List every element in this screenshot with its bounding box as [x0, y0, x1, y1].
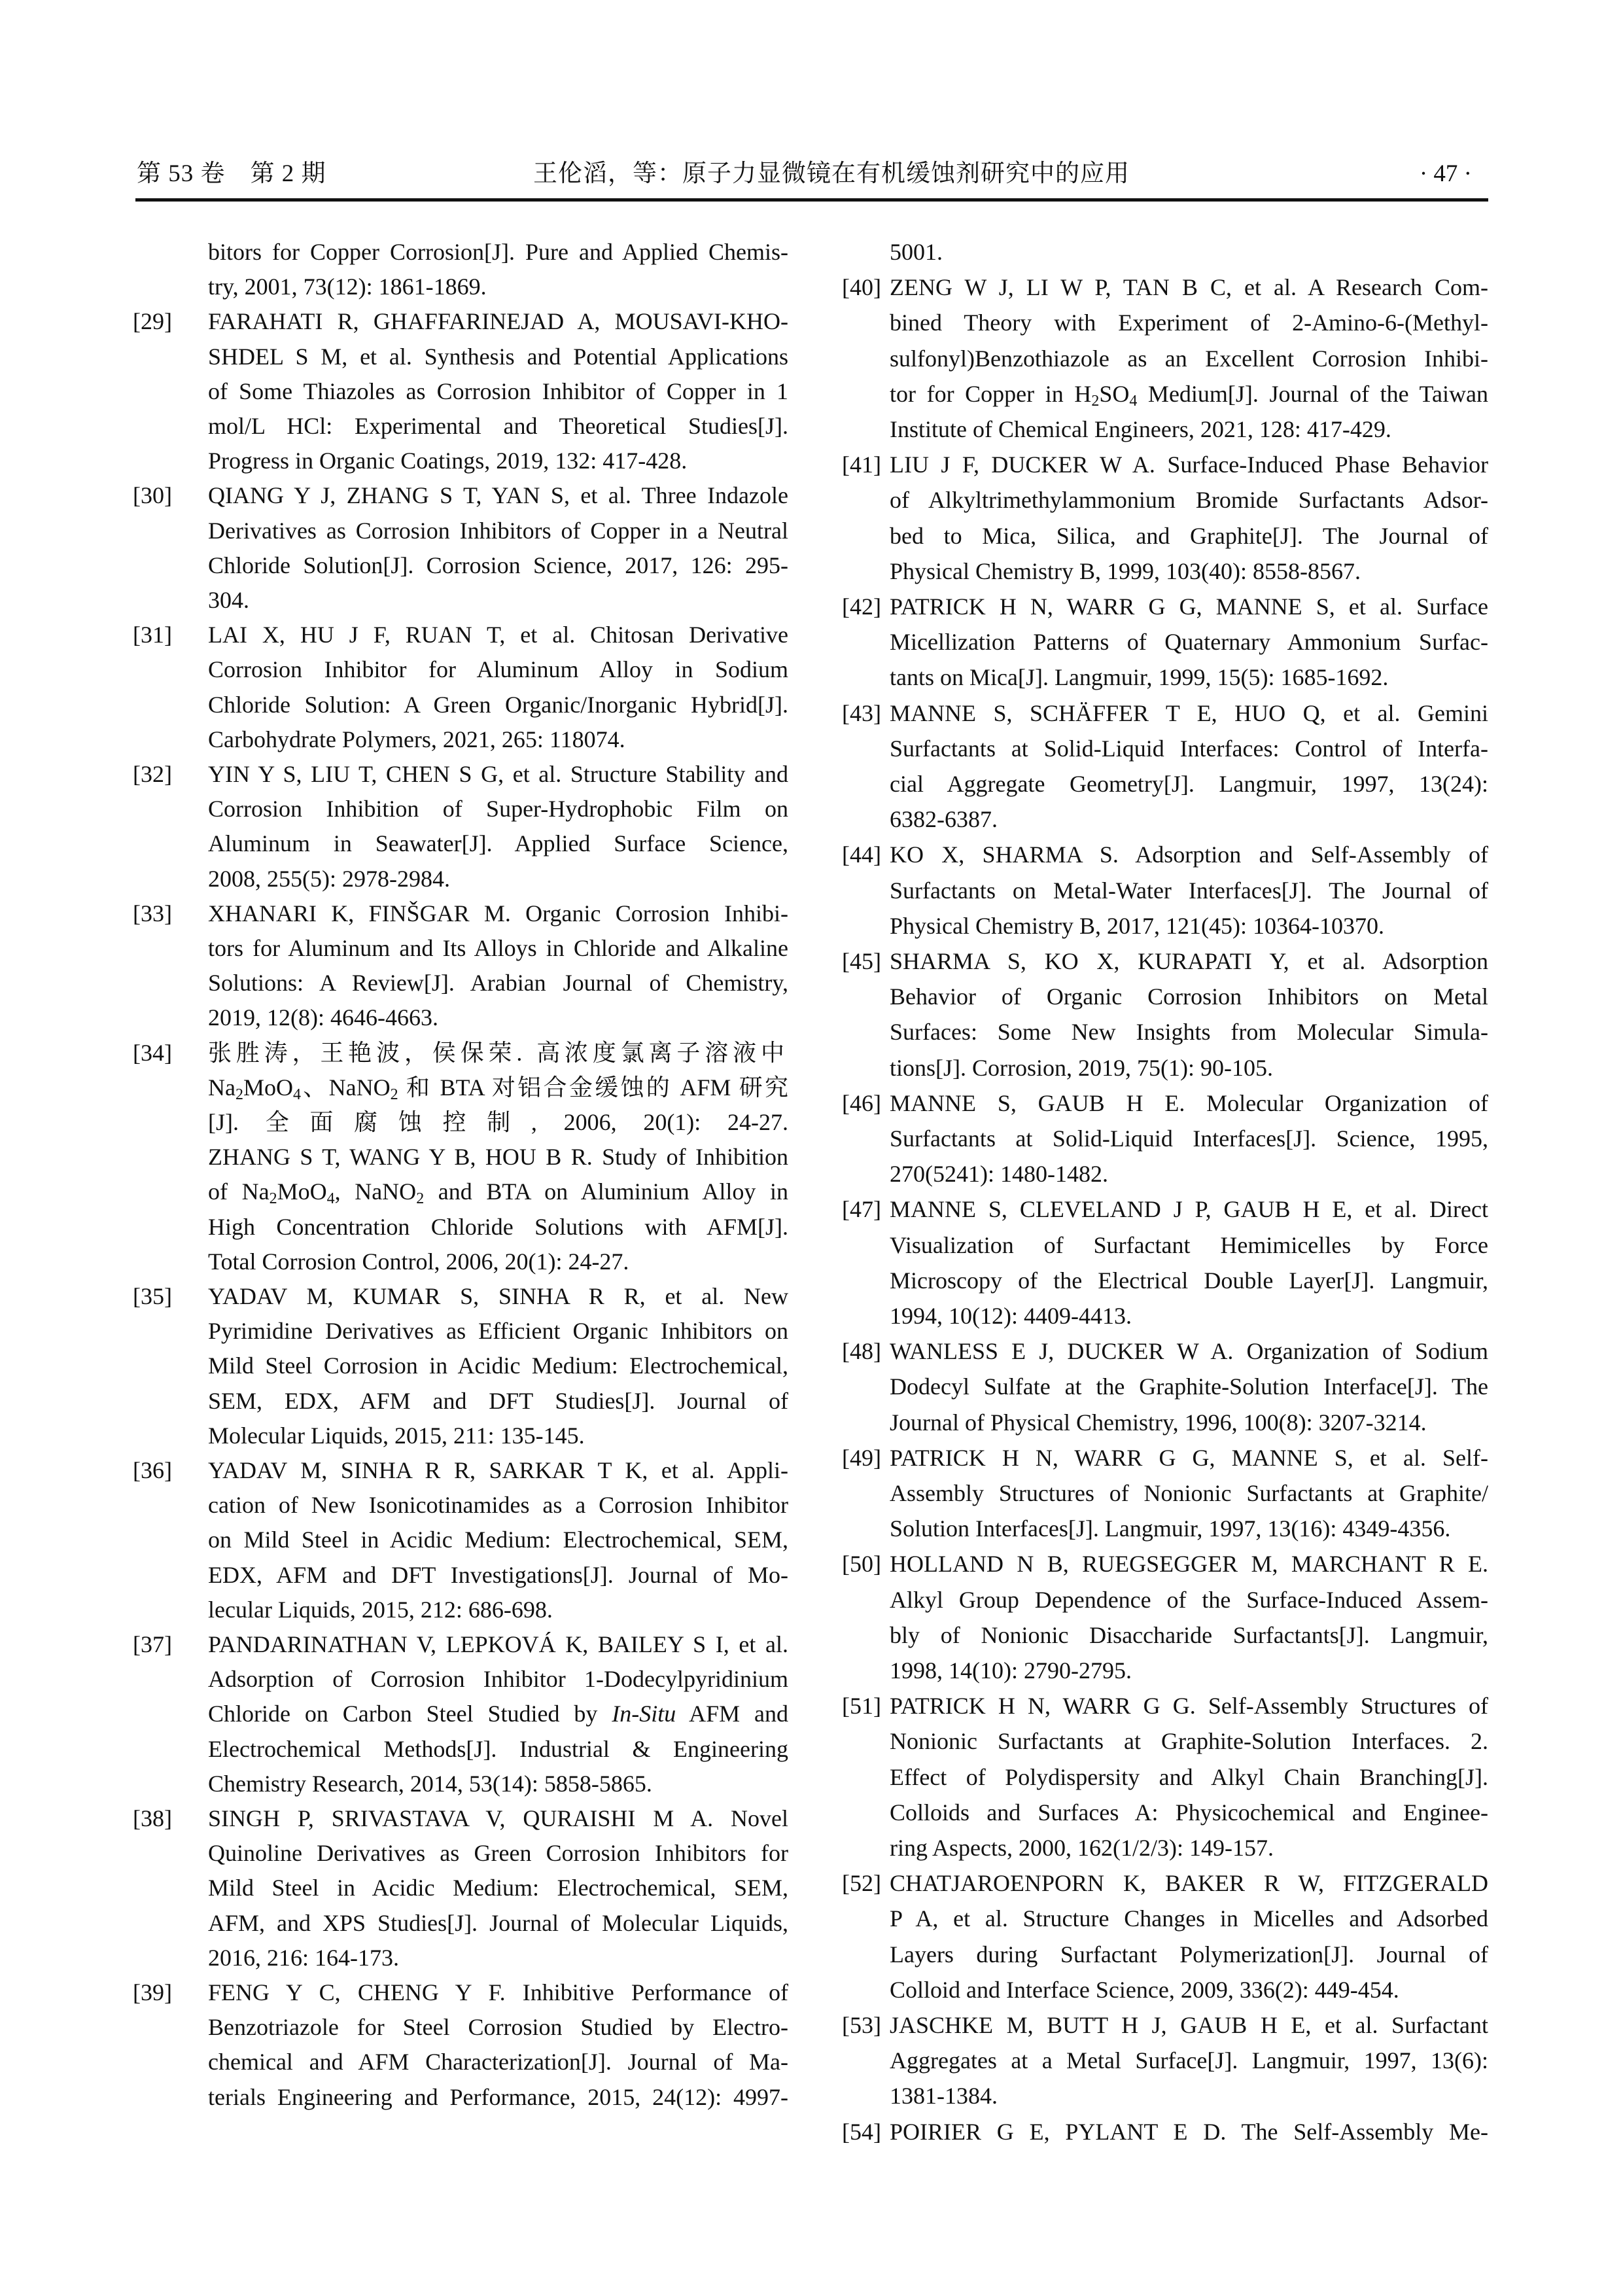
reference-text: tors for Aluminum and Its Alloys in Chloride and Alkaline — [208, 935, 788, 961]
reference-text: Electrochemical Methods[J]. Industrial & Engineering — [208, 1735, 788, 1762]
running-header — [135, 154, 1488, 194]
reference-text: ring Aspects, 2000, 162(1/2/3): 149-157. — [890, 1835, 1274, 1861]
reference-text: FARAHATI R, GHAFFARINEJAD A, MOUSAVI-KHO- — [208, 308, 788, 335]
reference-line — [133, 1384, 788, 1419]
reference-text: Journal of Physical Chemistry, 1996, 100(8): 3207-3214. — [890, 1409, 1427, 1436]
reference-line — [133, 1174, 788, 1209]
reference-number: [31] — [133, 622, 172, 648]
reference-text: ZENG W J, LI W P, TAN B C, et al. A Research Com- — [890, 274, 1488, 301]
reference-text: Chemistry Research, 2014, 53(14): 5858-5865. — [208, 1770, 652, 1797]
reference-text: POIRIER G E, PYLANT E D. The Self-Assembly Me- — [890, 2118, 1488, 2145]
reference-line — [133, 1697, 788, 1731]
reference-line — [842, 1015, 1488, 1050]
reference-line — [133, 409, 788, 444]
reference-text: QIANG Y J, ZHANG S T, YAN S, et al. Three Indazole — [208, 482, 788, 509]
reference-line — [133, 1906, 788, 1941]
reference-text: YIN Y S, LIU T, CHEN S G, et al. Structure Stability and — [208, 761, 788, 787]
reference-line — [133, 1314, 788, 1349]
reference-line — [133, 1941, 788, 1975]
reference-line — [842, 767, 1488, 802]
reference-line — [842, 838, 1488, 872]
reference-line — [842, 2043, 1488, 2078]
reference-text: of $Na_2MoO_4$, NaNO$_2$ and BTA on Aluminium Alloy in — [208, 1178, 788, 1208]
reference-line — [842, 1299, 1488, 1333]
reference-line — [133, 722, 788, 757]
reference-text: Progress in Organic Coatings, 2019, 132: 417-428. — [208, 448, 688, 474]
reference-number: [36] — [133, 1457, 172, 1483]
reference-text: MANNE S, SCHÄFFER T E, HUO Q, et al. Gemini — [890, 699, 1488, 726]
reference-line — [133, 652, 788, 687]
reference-line — [133, 1000, 788, 1035]
reference-line — [842, 1866, 1488, 1901]
reference-line — [842, 1724, 1488, 1759]
reference-line — [133, 1453, 788, 1488]
reference-text: cial Aggregate Geometry[J]. Langmuir, 1997, 13(24): — [890, 771, 1488, 797]
reference-text: of Some Thiazoles as Corrosion Inhibitor of Copper in 1 — [208, 378, 788, 404]
reference-text: WANLESS E J, DUCKER W A. Organization of Sodium — [890, 1338, 1488, 1365]
reference-text: SEM, EDX, AFM and DFT Studies[J]. Journal of — [208, 1387, 788, 1414]
reference-line — [133, 235, 788, 270]
page-number: · 47 · — [1419, 160, 1472, 187]
reference-line — [133, 826, 788, 861]
reference-text: Alkyl Group Dependence of the Surface-Induced Assem- — [890, 1586, 1488, 1613]
reference-text: CHATJAROENPORN K, BAKER R W, FITZGERALD — [890, 1870, 1488, 1897]
reference-text: SHARMA S, KO X, KURAPATI Y, et al. Adsorption — [890, 948, 1488, 974]
reference-line — [133, 2045, 788, 2079]
reference-text: [J]. 全面腐蚀控制, 2006, 20(1): 24-27. — [208, 1109, 788, 1135]
reference-number: [39] — [133, 1979, 172, 2005]
reference-line — [133, 1836, 788, 1871]
reference-text: Micellization Patterns of Quaternary Ammonium Surfac- — [890, 629, 1488, 656]
reference-line — [133, 1801, 788, 1836]
reference-text: bitors for Copper Corrosion[J]. Pure and Applied Chemis- — [208, 239, 788, 265]
reference-text: Microscopy of the Electrical Double Layer[J]. Langmuir, — [890, 1267, 1488, 1294]
reference-number: [51] — [842, 1693, 881, 1720]
reference-line — [133, 583, 788, 618]
reference-text: 304. — [208, 587, 249, 613]
reference-text: on Mild Steel in Acidic Medium: Electrochemical, SEM, — [208, 1527, 788, 1553]
reference-text: FENG Y C, CHENG Y F. Inhibitive Performance of — [208, 1979, 788, 2005]
reference-line — [842, 448, 1488, 482]
reference-line — [133, 1523, 788, 1557]
reference-line — [133, 1419, 788, 1453]
reference-line — [133, 1558, 788, 1593]
reference-text: AFM, and XPS Studies[J]. Journal of Molecular Liquids, — [208, 1909, 788, 1936]
reference-line — [842, 2008, 1488, 2043]
reference-text: 2019, 12(8): 4646-4663. — [208, 1004, 438, 1031]
reference-line — [133, 548, 788, 583]
reference-number: [40] — [842, 274, 881, 301]
reference-line — [842, 483, 1488, 518]
reference-text: 张胜涛，王艳波，侯保荣. 高浓度氯离子溶液中 — [208, 1039, 788, 1066]
reference-number: [44] — [842, 841, 881, 868]
reference-line — [842, 1937, 1488, 1972]
reference-line — [133, 618, 788, 652]
reference-text: XHANARI K, FINŠGAR M. Organic Corrosion Inhibi- — [208, 900, 788, 927]
reference-line — [842, 1547, 1488, 1581]
reference-text: Solution Interfaces[J]. Langmuir, 1997, 13(16): 4349-4356. — [890, 1515, 1451, 1542]
reference-line — [133, 1662, 788, 1697]
reference-line — [842, 1369, 1488, 1404]
reference-text: HOLLAND N B, RUEGSEGGER M, MARCHANT R E. — [890, 1551, 1488, 1578]
reference-line — [842, 2115, 1488, 2149]
reference-line — [842, 696, 1488, 731]
reference-line — [133, 931, 788, 966]
reference-line — [842, 1441, 1488, 1475]
reference-text: PATRICK H N, WARR G G. Self-Assembly Structures of — [890, 1693, 1488, 1720]
reference-text: Surfactants at Solid-Liquid Interfaces[J]. Science, 1995, — [890, 1125, 1488, 1152]
reference-line — [842, 1192, 1488, 1227]
reference-number: [54] — [842, 2118, 881, 2145]
reference-number: [32] — [133, 761, 172, 787]
reference-text: tions[J]. Corrosion, 2019, 75(1): 90-105. — [890, 1054, 1273, 1081]
reference-number: [37] — [133, 1631, 172, 1657]
reference-text: 1998, 14(10): 2790-2795. — [890, 1657, 1132, 1684]
reference-text: Aluminum in Seawater[J]. Applied Surface Science, — [208, 830, 788, 857]
reference-line — [842, 306, 1488, 340]
reference-line — [133, 2080, 788, 2115]
reference-text: tants on Mica[J]. Langmuir, 1999, 15(5): 1685-1692. — [890, 664, 1389, 691]
reference-number: [45] — [842, 948, 881, 974]
reference-line — [842, 1618, 1488, 1653]
reference-text: LIU J F, DUCKER W A. Surface-Induced Phase Behavior — [890, 451, 1488, 478]
reference-text: YADAV M, SINHA R R, SARKAR T K, et al. Appli- — [208, 1457, 788, 1483]
reference-line — [133, 1245, 788, 1279]
reference-number: [41] — [842, 451, 881, 478]
reference-text: Assembly Structures of Nonionic Surfactants at Graphite/ — [890, 1480, 1488, 1506]
reference-line — [842, 1228, 1488, 1263]
reference-text: Layers during Surfactant Polymerization[J]. Journal of — [890, 1941, 1488, 1968]
reference-number: [48] — [842, 1338, 881, 1365]
header-divider — [135, 198, 1488, 202]
reference-line — [133, 1975, 788, 2010]
reference-line — [842, 1760, 1488, 1795]
reference-text: SHDEL S M, et al. Synthesis and Potential Applications — [208, 343, 788, 370]
reference-line — [133, 340, 788, 374]
reference-text: Solutions: A Review[J]. Arabian Journal of Chemistry, — [208, 970, 788, 997]
reference-text: 6382-6387. — [890, 806, 998, 833]
reference-text: MANNE S, GAUB H E. Molecular Organization of — [890, 1089, 1488, 1116]
reference-text: terials Engineering and Performance, 2015, 24(12): 4997- — [208, 2083, 788, 2110]
reference-text: Aggregates at a Metal Surface[J]. Langmuir, 1997, 13(6): — [890, 2047, 1488, 2074]
reference-text: 2016, 216: 164-173. — [208, 1944, 399, 1971]
reference-text: MANNE S, CLEVELAND J P, GAUB H E, et al. Direct — [890, 1196, 1488, 1223]
reference-text: Behavior of Organic Corrosion Inhibitors on Metal — [890, 983, 1488, 1010]
reference-text: tor for Copper in $H_2SO_4$ Medium[J]. Journal of the Taiwan — [890, 380, 1488, 410]
reference-text: Total Corrosion Control, 2006, 20(1): 24-27. — [208, 1248, 629, 1275]
reference-number: [29] — [133, 308, 172, 335]
reference-line — [842, 732, 1488, 766]
reference-line — [133, 896, 788, 931]
reference-text: Dodecyl Sulfate at the Graphite-Solution Interface[J]. The — [890, 1373, 1488, 1400]
reference-text: Mild Steel in Acidic Medium: Electrochemical, SEM, — [208, 1875, 788, 1901]
reference-text: lecular Liquids, 2015, 212: 686-698. — [208, 1596, 553, 1623]
reference-line — [842, 1263, 1488, 1298]
reference-line — [842, 1051, 1488, 1086]
reference-line — [842, 1795, 1488, 1830]
reference-line — [133, 270, 788, 304]
reference-line — [133, 1140, 788, 1174]
reference-line — [842, 1334, 1488, 1369]
reference-line — [842, 554, 1488, 589]
reference-line — [842, 590, 1488, 624]
reference-line — [133, 1488, 788, 1523]
reference-text: KO X, SHARMA S. Adsorption and Self-Assembly of — [890, 841, 1488, 868]
reference-text: mol/L HCl: Experimental and Theoretical Studies[J]. — [208, 413, 788, 439]
reference-number: [33] — [133, 900, 172, 927]
reference-text: PATRICK H N, WARR G G, MANNE S, et al. Surface — [890, 593, 1488, 620]
reference-text: bined Theory with Experiment of 2-Amino-6-(Methyl- — [890, 309, 1488, 336]
reference-line — [842, 802, 1488, 837]
reference-line — [133, 514, 788, 548]
reference-text: bly of Nonionic Disaccharide Surfactants[J]. Langmuir, — [890, 1621, 1488, 1648]
reference-line — [842, 1086, 1488, 1121]
reference-text: Colloids and Surfaces A: Physicochemical and Enginee- — [890, 1799, 1488, 1826]
reference-text: 1381-1384. — [890, 2083, 998, 2110]
reference-line — [133, 862, 788, 896]
reference-text: YADAV M, KUMAR S, SINHA R R, et al. New — [208, 1283, 788, 1309]
reference-line — [842, 1973, 1488, 2007]
reference-line — [842, 342, 1488, 376]
reference-text: Effect of Polydispersity and Alkyl Chain Branching[J]. — [890, 1763, 1488, 1790]
reference-text: Pyrimidine Derivatives as Efficient Organic Inhibitors on — [208, 1318, 788, 1345]
reference-text: Physical Chemistry B, 2017, 121(45): 10364-10370. — [890, 912, 1384, 939]
reference-line — [842, 874, 1488, 908]
reference-line — [133, 1593, 788, 1627]
reference-line — [842, 235, 1488, 270]
reference-line — [133, 478, 788, 513]
reference-line — [842, 944, 1488, 979]
reference-line — [842, 625, 1488, 660]
reference-line — [133, 1349, 788, 1383]
reference-line — [842, 1476, 1488, 1511]
reference-line — [133, 1279, 788, 1314]
reference-line — [842, 412, 1488, 447]
reference-line — [842, 1901, 1488, 1936]
reference-line — [842, 1653, 1488, 1688]
reference-line — [133, 374, 788, 409]
reference-text: sulfonyl)Benzothiazole as an Excellent Corrosion Inhibi- — [890, 345, 1488, 372]
reference-text: Colloid and Interface Science, 2009, 336(2): 449-454. — [890, 1976, 1399, 2003]
reference-line — [133, 1036, 788, 1070]
reference-number: [43] — [842, 699, 881, 726]
reference-text: bed to Mica, Silica, and Graphite[J]. The Journal of — [890, 522, 1488, 549]
reference-line — [133, 792, 788, 826]
reference-number: [42] — [842, 593, 881, 620]
reference-line — [842, 270, 1488, 305]
reference-text: of Alkyltrimethylammonium Bromide Surfactants Adsor- — [890, 487, 1488, 514]
reference-text: Visualization of Surfactant Hemimicelles by Force — [890, 1231, 1488, 1258]
reference-line — [133, 1732, 788, 1767]
reference-text: Nonionic Surfactants at Graphite-Solution Interfaces. 2. — [890, 1728, 1488, 1755]
reference-text: PANDARINATHAN V, LEPKOVÁ K, BAILEY S I, et al. — [208, 1631, 788, 1657]
reference-text: PATRICK H N, WARR G G, MANNE S, et al. Self- — [890, 1444, 1488, 1471]
reference-text: EDX, AFM and DFT Investigations[J]. Journal of Mo- — [208, 1561, 788, 1588]
reference-line — [133, 757, 788, 792]
reference-line — [133, 1105, 788, 1140]
reference-text: Molecular Liquids, 2015, 211: 135-145. — [208, 1422, 585, 1449]
reference-number: [49] — [842, 1444, 881, 1471]
reference-text: cation of New Isonicotinamides as a Corrosion Inhibitor — [208, 1492, 788, 1519]
reference-line — [842, 519, 1488, 554]
reference-number: [53] — [842, 2012, 881, 2038]
reference-line — [842, 377, 1488, 412]
reference-text: $Na_2MoO_4$、NaNO$_2$ 和 BTA 对铝合金缓蚀的 AFM 研究 — [208, 1074, 788, 1103]
reference-number: [47] — [842, 1196, 881, 1223]
reference-text: Benzotriazole for Steel Corrosion Studied by Electro- — [208, 2014, 788, 2041]
reference-text: 2008, 255(5): 2978-2984. — [208, 865, 450, 892]
reference-text: Adsorption of Corrosion Inhibitor 1-Dodecylpyridinium — [208, 1666, 788, 1693]
reference-text: LAI X, HU J F, RUAN T, et al. Chitosan Derivative — [208, 622, 788, 648]
reference-number: [34] — [133, 1039, 172, 1066]
reference-line — [842, 660, 1488, 695]
reference-number: [38] — [133, 1805, 172, 1831]
reference-line — [842, 980, 1488, 1014]
reference-text: Chloride on Carbon Steel Studied by In-Situ AFM and — [208, 1701, 788, 1727]
reference-line — [842, 909, 1488, 944]
reference-line — [133, 1070, 788, 1105]
reference-number: [50] — [842, 1551, 881, 1578]
reference-text: Surfactants on Metal-Water Interfaces[J]. The Journal of — [890, 877, 1488, 904]
reference-text: try, 2001, 73(12): 1861-1869. — [208, 274, 487, 300]
reference-text: 270(5241): 1480-1482. — [890, 1161, 1108, 1188]
reference-line — [133, 1627, 788, 1662]
reference-text: 5001. — [890, 239, 943, 265]
reference-text: Carbohydrate Polymers, 2021, 265: 118074. — [208, 726, 625, 752]
reference-text: Quinoline Derivatives as Green Corrosion Inhibitors for — [208, 1840, 788, 1867]
reference-text: ZHANG S T, WANG Y B, HOU B R. Study of Inhibition — [208, 1144, 788, 1171]
reference-text: Chloride Solution[J]. Corrosion Science, 2017, 126: 295- — [208, 552, 788, 578]
reference-text: Institute of Chemical Engineers, 2021, 128: 417-429. — [890, 416, 1391, 442]
reference-line — [133, 2010, 788, 2045]
reference-text: SINGH P, SRIVASTAVA V, QURAISHI M A. Novel — [208, 1805, 788, 1831]
reference-line — [842, 1157, 1488, 1192]
reference-text: Physical Chemistry B, 1999, 103(40): 8558-8567. — [890, 557, 1361, 584]
reference-text: Surfactants at Solid-Liquid Interfaces: Control of Interfa- — [890, 735, 1488, 762]
reference-line — [133, 1767, 788, 1801]
reference-text: Mild Steel Corrosion in Acidic Medium: Electrochemical, — [208, 1352, 788, 1379]
reference-line — [842, 1122, 1488, 1156]
reference-text: P A, et al. Structure Changes in Micelles and Adsorbed — [890, 1905, 1488, 1932]
reference-line — [842, 2079, 1488, 2113]
reference-text: Derivatives as Corrosion Inhibitors of Copper in a Neutral — [208, 517, 788, 544]
reference-line — [133, 1871, 788, 1905]
reference-line — [842, 1689, 1488, 1723]
reference-text: Corrosion Inhibition of Super-Hydrophobic Film on — [208, 796, 788, 822]
reference-text: Corrosion Inhibitor for Aluminum Alloy in Sodium — [208, 656, 788, 683]
reference-line — [842, 1511, 1488, 1546]
reference-number: [30] — [133, 482, 172, 509]
reference-text: Surfaces: Some New Insights from Molecular Simula- — [890, 1019, 1488, 1046]
reference-number: [46] — [842, 1089, 881, 1116]
reference-number: [52] — [842, 1870, 881, 1897]
reference-line — [133, 688, 788, 722]
running-title: 王伦滔，等：原子力显微镜在有机缓蚀剂研究中的应用 — [533, 160, 1130, 187]
reference-text: JASCHKE M, BUTT H J, GAUB H E, et al. Surfactant — [890, 2012, 1488, 2038]
reference-line — [133, 1210, 788, 1245]
reference-line — [842, 1405, 1488, 1440]
reference-line — [842, 1831, 1488, 1865]
reference-number: [35] — [133, 1283, 172, 1309]
reference-text: Chloride Solution: A Green Organic/Inorganic Hybrid[J]. — [208, 691, 788, 718]
reference-text: chemical and AFM Characterization[J]. Journal of Ma- — [208, 2049, 788, 2075]
reference-line — [133, 304, 788, 339]
reference-text: High Concentration Chloride Solutions with AFM[J]. — [208, 1213, 788, 1240]
reference-line — [842, 1583, 1488, 1617]
reference-text: 1994, 10(12): 4409-4413. — [890, 1303, 1132, 1329]
reference-line — [133, 444, 788, 478]
journal-volume-issue: 第 53 卷 第 2 期 — [137, 160, 326, 187]
reference-line — [133, 966, 788, 1000]
